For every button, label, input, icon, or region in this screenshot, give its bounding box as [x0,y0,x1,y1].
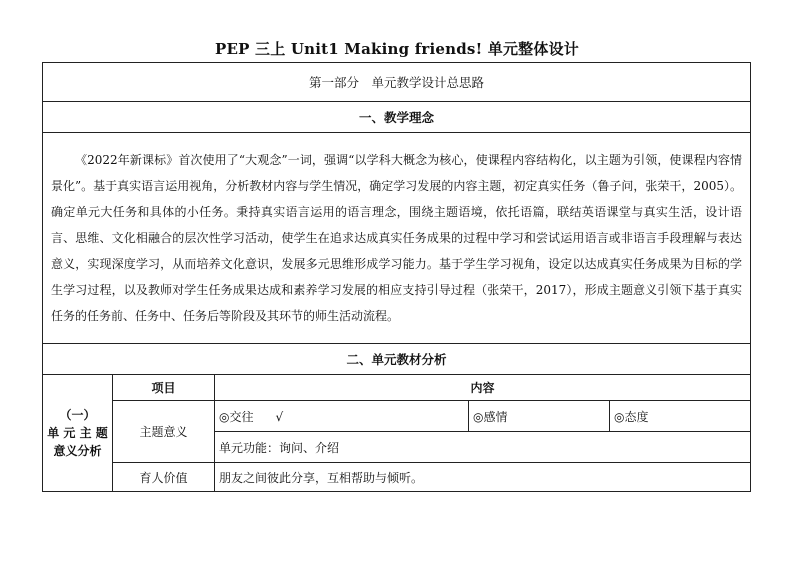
theme-meaning-label: 主题意义 [113,401,215,463]
concept-cell [43,133,751,344]
design-table [42,62,751,492]
label-line-2: 单 元 主 题 [47,426,108,440]
check-mark-icon: √ [275,409,284,424]
concept-paragraph: 《2022年新课标》首次使用了“大观念”一词，强调“以学科大概念为核心，使课程内容结构化，以主题为引领，使课程内容情景化”。基于真实语言运用视角，分析教材内容与学生情况，确定学习发展的内容主题，初定真实任务（鲁子问，张荣干，2005）。确定单元大任务和具体的小任务。秉持真实语言运用的语言理念，围绕主题语境，依托语篇，联结英语课堂与真实生活，设计语言、思维、文化相融合的层次性学习活动，使学生在追求达成真实任务成果的过程中学习和尝试运用语言或非语言手段理解与表达意义，实现深度学习，从而培养文化意识，发展多元思维形成学习能力。基于学生学习视角，设定以达成真实任务成果为目标的学生学习过程，以及教师对学生任务成果达成和素养学习发展的相应支持引导过程（张荣干，2017），形成主题意义引领下基于真实任务的任务前、任务中、任务后等阶段及其环节的师生活动流程。 [51,153,742,323]
option-communication [215,401,469,432]
section-heading-concept: 一、教学理念 [43,102,751,133]
section-heading-analysis: 二、单元教材分析 [43,344,751,375]
label-line-1: （一） [59,408,96,422]
option-communication-label: ◎交往 [219,409,254,424]
header-content: 内容 [215,375,751,401]
header-item: 项目 [113,375,215,401]
education-value-text: 朋友之间彼此分享，互相帮助与倾听。 [215,463,751,492]
education-value-label: 育人价值 [113,463,215,492]
unit-function: 单元功能：询问、介绍 [215,432,751,463]
option-attitude: ◎态度 [610,401,751,432]
label-line-3: 意义分析 [53,444,102,458]
part-heading: 第一部分 单元教学设计总思路 [43,63,751,102]
option-emotion: ◎感情 [469,401,610,432]
document-title: PEP 三上 Unit1 Making friends! 单元整体设计 [215,40,579,58]
theme-analysis-label [43,375,113,492]
